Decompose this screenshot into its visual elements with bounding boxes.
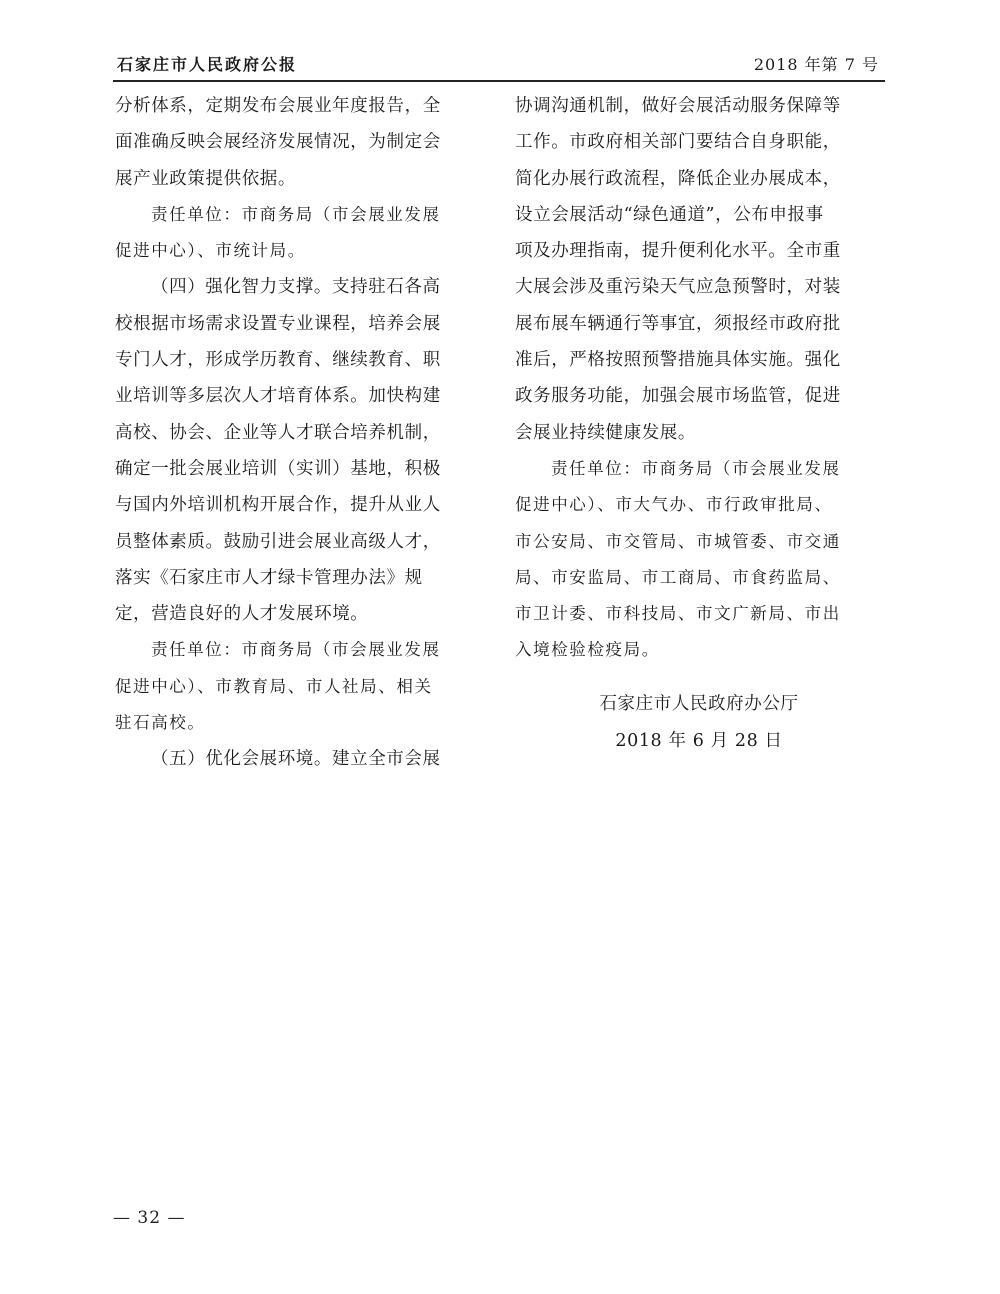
text-line: 确定一批会展业培训（实训）基地，积极 xyxy=(115,458,441,479)
gazette-title: 石家庄市人民政府公报 xyxy=(117,55,298,74)
text-line: 定，营造良好的人才发展环境。 xyxy=(115,604,369,625)
text-line: 与国内外培训机构开展合作，提升从业人 xyxy=(115,495,441,516)
text-line: 责任单位：市商务局（市会展业发展 xyxy=(151,204,441,224)
text-line: 落实《石家庄市人才绿卡管理办法》规 xyxy=(115,567,423,588)
text-line: 市公安局、市交管局、市城管委、市交通 xyxy=(515,531,841,551)
text-line: 业培训等多层次人才培育体系。加快构建 xyxy=(115,386,441,407)
left-text-column xyxy=(115,88,483,778)
text-line: 分析体系，定期发布会展业年度报告，全 xyxy=(115,96,441,116)
text-line: 专门人才，形成学历教育、继续教育、职 xyxy=(115,350,441,371)
text-line: 会展业持续健康发展。 xyxy=(515,422,696,443)
text-line: 员整体素质。鼓励引进会展业高级人才， xyxy=(115,531,441,552)
signature-date: 2018 年 6 月 28 日 xyxy=(615,731,783,751)
text-line: 面准确反映会展经济发展情况，为制定会 xyxy=(115,132,441,153)
text-line: 简化办展行政流程，降低企业办展成本， xyxy=(515,168,841,189)
text-line: 政务服务功能，加强会展市场监管，促进 xyxy=(515,386,841,407)
text-line: （五）优化会展环境。建立全市会展 xyxy=(151,749,441,770)
text-line: 校根据市场需求设置专业课程，培养会展 xyxy=(115,313,441,334)
text-line: 市卫计委、市科技局、市文广新局、市出 xyxy=(515,604,841,624)
text-line: 展产业政策提供依据。 xyxy=(115,168,296,189)
text-line: 协调沟通机制，做好会展活动服务保障等 xyxy=(515,96,841,116)
text-line: 责任单位：市商务局（市会展业发展 xyxy=(551,458,841,478)
text-line: 驻石高校。 xyxy=(115,713,206,733)
text-line: 设立会展活动“绿色通道”，公布申报事 xyxy=(515,204,824,225)
text-line: （四）强化智力支撑。支持驻石各高 xyxy=(151,277,441,298)
signature-organization: 石家庄市人民政府办公厅 xyxy=(599,694,799,714)
text-line: 入境检验检疫局。 xyxy=(515,640,660,660)
text-line: 高校、协会、企业等人才联合培养机制， xyxy=(115,422,441,443)
text-line: 大展会涉及重污染天气应急预警时，对装 xyxy=(515,277,841,298)
text-line: 促进中心）、市大气办、市行政审批局、 xyxy=(515,495,833,515)
page-header xyxy=(113,48,885,82)
text-line: 准后，严格按照预警措施具体实施。强化 xyxy=(515,350,841,371)
text-line: 促进中心）、市统计局。 xyxy=(115,241,306,261)
text-line: 局、市安监局、市工商局、市食药监局、 xyxy=(515,567,841,587)
page-number: — 32 — xyxy=(113,1208,186,1228)
issue-number: 2018 年第 7 号 xyxy=(753,55,879,74)
text-line: 责任单位：市商务局（市会展业发展 xyxy=(151,640,441,660)
text-line: 项及办理指南，提升便利化水平。全市重 xyxy=(515,241,841,262)
text-line: 工作。市政府相关部门要结合自身职能， xyxy=(515,132,841,153)
text-line: 展布展车辆通行等事宜，须报经市政府批 xyxy=(515,313,841,334)
text-line: 促进中心）、市教育局、市人社局、相关 xyxy=(115,676,433,696)
right-text-column xyxy=(515,88,883,669)
